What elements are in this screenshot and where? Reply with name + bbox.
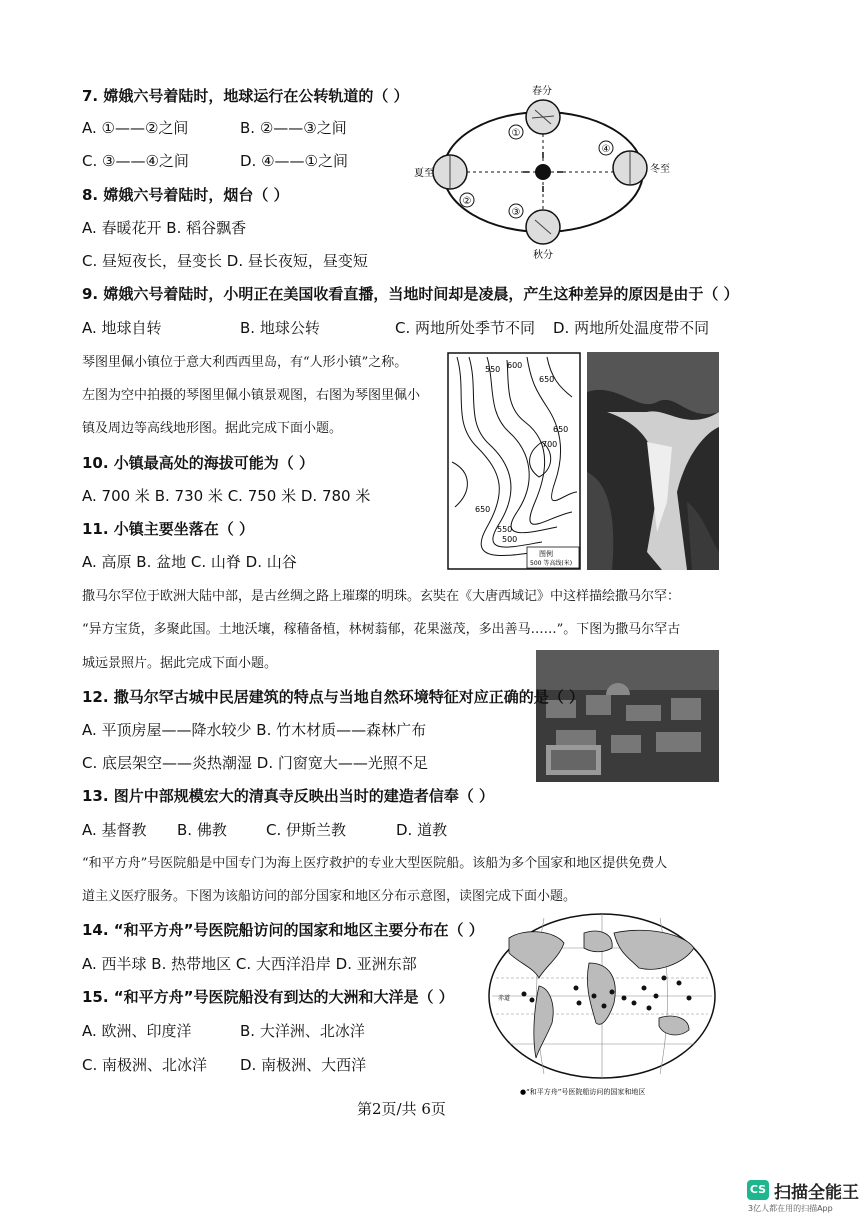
aerial-town-photo — [587, 352, 719, 570]
camscanner-tagline: 3亿人都在用的扫描App — [748, 1204, 833, 1213]
q12-options-cd: C. 底层架空——炎热潮湿 D. 门窗宽大——光照不足 — [82, 754, 428, 772]
contour-650-b: 650 — [553, 425, 569, 434]
q13-option-a: A. 基督教 — [82, 821, 147, 839]
q11-options: A. 高原 B. 盆地 C. 山脊 D. 山谷 — [82, 553, 297, 571]
q15-option-c: C. 南极洲、北冰洋 — [82, 1056, 208, 1074]
q12-stem: 12. 撒马尔罕古城中民居建筑的特点与当地自然环境特征对应正确的是（ ） — [82, 688, 585, 706]
intro1-line2: 左图为空中拍摄的琴图里佩小镇景观图，右图为琴图里佩小 — [82, 388, 421, 403]
contour-550-b: 550 — [497, 525, 513, 534]
q9-option-b: B. 地球公转 — [240, 319, 320, 337]
contour-500: 500 — [502, 535, 518, 544]
q8-options-cd: C. 昼短夜长，昼变长 D. 昼长夜短，昼变短 — [82, 252, 368, 270]
orbit-label-spring: 春分 — [532, 86, 552, 97]
q13-option-d: D. 道教 — [396, 821, 448, 839]
orbit-num-2: ② — [462, 196, 472, 207]
q15-option-a: A. 欧洲、印度洋 — [82, 1022, 192, 1040]
contour-legend: 500 等高线(米) — [530, 560, 573, 567]
q7-option-d: D. ④——①之间 — [240, 152, 348, 170]
q7-option-a: A. ①——②之间 — [82, 119, 189, 137]
orbit-num-4: ④ — [601, 144, 611, 155]
q7-stem: 7. 嫦娥六号着陆时，地球运行在公转轨道的（ ） — [82, 87, 409, 105]
samarkand-city-photo — [536, 650, 719, 782]
q9-option-d: D. 两地所处温度带不同 — [553, 319, 710, 337]
intro2-line1: 撒马尔罕位于欧洲大陆中部，是古丝绸之路上璀璨的明珠。玄奘在《大唐西域记》中这样描绘撒马尔罕： — [82, 589, 681, 604]
intro3-line1: “和平方舟”号医院船是中国专门为海上医疗救护的专业大型医院船。该船为多个国家和地区提供免费人 — [82, 856, 668, 871]
orbit-label-autumn: 秋分 — [533, 250, 553, 261]
q7-option-c: C. ③——④之间 — [82, 152, 189, 170]
q10-stem: 10. 小镇最高处的海拔可能为（ ） — [82, 454, 315, 472]
orbit-num-3: ③ — [511, 207, 521, 218]
intro1-line1: 琴图里佩小镇位于意大利西西里岛，有“人形小镇”之称。 — [82, 355, 408, 370]
contour-650-a: 650 — [539, 375, 555, 384]
orbit-num-1: ① — [511, 128, 521, 139]
contour-map — [447, 352, 581, 570]
q7-option-b: B. ②——③之间 — [240, 119, 347, 137]
q14-options: A. 西半球 B. 热带地区 C. 大西洋沿岸 D. 亚洲东部 — [82, 955, 417, 973]
camscanner-logo-icon: CS — [747, 1180, 769, 1200]
earth-orbit-diagram — [410, 80, 700, 280]
q15-option-b: B. 大洋洲、北冰洋 — [240, 1022, 365, 1040]
map-caption: ●“和平方舟”号医院船访问的国家和地区 — [520, 1088, 646, 1096]
contour-600-a: 600 — [507, 361, 523, 370]
intro1-line3: 镇及周边等高线地形图。据此完成下面小题。 — [82, 421, 343, 436]
q13-option-b: B. 佛教 — [177, 821, 227, 839]
intro3-line2: 道主义医疗服务。下图为该船访问的部分国家和地区分布示意图，读图完成下面小题。 — [82, 889, 577, 904]
contour-650-c: 650 — [475, 505, 491, 514]
q15-stem: 15. “和平方舟”号医院船没有到达的大洲和大洋是（ ） — [82, 988, 454, 1006]
q14-stem: 14. “和平方舟”号医院船访问的国家和地区主要分布在（ ） — [82, 921, 484, 939]
contour-700: 700 — [542, 440, 558, 449]
q13-option-c: C. 伊斯兰教 — [266, 821, 347, 839]
world-map-hospital-ship — [484, 908, 720, 1098]
orbit-label-winter: 冬至 — [650, 164, 670, 175]
q10-options: A. 700 米 B. 730 米 C. 750 米 D. 780 米 — [82, 487, 371, 505]
orbit-label-summer: 夏至 — [414, 168, 434, 179]
intro2-line3: 城远景照片。据此完成下面小题。 — [82, 656, 278, 671]
q9-stem: 9. 嫦娥六号着陆时，小明正在美国收看直播，当地时间却是凌晨，产生这种差异的原因是由于（ ） — [82, 285, 739, 303]
contour-550-a: 550 — [485, 365, 501, 374]
q11-stem: 11. 小镇主要坐落在（ ） — [82, 520, 255, 538]
map-equator-label: 赤道 — [498, 995, 511, 1002]
q9-option-a: A. 地球自转 — [82, 319, 162, 337]
q8-stem: 8. 嫦娥六号着陆时，烟台（ ） — [82, 186, 289, 204]
page-number: 第2页/共 6页 — [357, 1100, 446, 1118]
q13-stem: 13. 图片中部规模宏大的清真寺反映出当时的建造者信奉（ ） — [82, 787, 495, 805]
q15-option-d: D. 南极洲、大西洋 — [240, 1056, 367, 1074]
contour-legend-title: 图例 — [539, 550, 553, 558]
q12-options-ab: A. 平顶房屋——降水较少 B. 竹木材质——森林广布 — [82, 721, 427, 739]
q9-option-c: C. 两地所处季节不同 — [395, 319, 536, 337]
camscanner-name: 扫描全能王 — [774, 1183, 859, 1203]
intro2-line2: “异方宝货，多聚此国。土地沃壤，稼穑备植，林树蓊郁，花果滋茂，多出善马……”。下图为撒马尔罕古 — [82, 622, 681, 637]
q8-options-ab: A. 春暖花开 B. 稻谷飘香 — [82, 219, 247, 237]
